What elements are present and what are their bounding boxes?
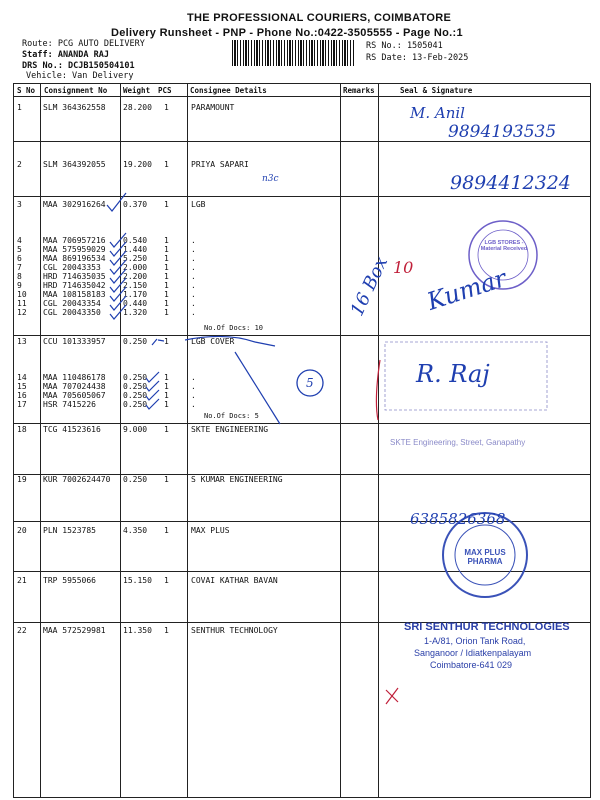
row-consignee: .	[191, 254, 196, 263]
row-sno: 13	[17, 337, 27, 346]
row-consignee: .	[191, 272, 196, 281]
staff-label: Staff: ANANDA RAJ	[22, 50, 109, 60]
signature-rajini: R. Raj	[416, 360, 490, 388]
row-pcs: 1	[164, 626, 169, 635]
row-pcs: 1	[164, 281, 169, 290]
row-consignment-no: CGL 20043353	[43, 263, 101, 272]
row-pcs: 1	[164, 245, 169, 254]
row-weight: 0.250	[123, 475, 148, 484]
rs-date-label: RS Date: 13-Feb-2025	[366, 53, 469, 63]
row-sno: 12	[17, 308, 27, 317]
row-consignee: PRIYA SAPARI	[191, 160, 249, 169]
row-consignment-no: HRD 714635035	[43, 272, 106, 281]
row-weight: 1.320	[123, 308, 148, 317]
row-consignee: S KUMAR ENGINEERING	[191, 475, 283, 484]
phone-row2: 9894412324	[450, 172, 571, 194]
row-sno: 8	[17, 272, 22, 281]
row-sno: 3	[17, 200, 22, 209]
row-weight: 0.250	[123, 382, 148, 391]
col-header-consignee: Consignee Details	[190, 86, 267, 95]
lgb-stamp-text: LGB STORES - Material Received	[480, 240, 528, 252]
row-pcs: 1	[164, 236, 169, 245]
phone-row1: 9894193535	[448, 122, 557, 142]
row-pcs: 1	[164, 308, 169, 317]
red-mark	[376, 360, 380, 420]
row-weight: 0.440	[123, 299, 148, 308]
row-sno: 1	[17, 103, 22, 112]
row-pcs: 1	[164, 299, 169, 308]
row-weight: 5.250	[123, 254, 148, 263]
row-consignment-no: CGL 20043350	[43, 308, 101, 317]
row-consignee: .	[191, 373, 196, 382]
row-consignment-no: MAA 869196534	[43, 254, 106, 263]
row-pcs: 1	[164, 200, 169, 209]
row-weight: 2.200	[123, 272, 148, 281]
col-header-pcs: PCS	[158, 86, 172, 95]
row-consignee: LGB	[191, 200, 206, 209]
rs-no-label: RS No.: 1505041	[366, 41, 443, 51]
row-consignment-no: TCG 41523616	[43, 425, 101, 434]
col-header-remarks: Remarks	[343, 86, 375, 95]
company-title: THE PROFESSIONAL COURIERS, COIMBATORE	[187, 12, 452, 24]
maxplus-stamp-text: MAX PLUS PHARMA	[464, 548, 506, 566]
drs-no-label: DRS No.: DCJB150504101	[22, 61, 135, 71]
row-pcs: 1	[164, 337, 169, 346]
row-pcs: 1	[164, 526, 169, 535]
row-consignment-no: MAA 572529981	[43, 626, 106, 635]
row-sno: 9	[17, 281, 22, 290]
row-consignee: .	[191, 308, 196, 317]
row-sno: 17	[17, 400, 27, 409]
row-consignee: .	[191, 391, 196, 400]
row-pcs: 1	[164, 425, 169, 434]
row-consignment-no: MAA 110486178	[43, 373, 106, 382]
row-weight: 0.250	[123, 373, 148, 382]
senthur-stamp-addr3: Coimbatore-641 029	[430, 660, 513, 670]
row-weight: 9.000	[123, 425, 148, 434]
row-consignment-no: TRP 5955066	[43, 576, 96, 585]
lgb-docs-count: No.Of Docs: 10	[204, 324, 264, 332]
senthur-stamp-addr1: 1-A/81, Orion Tank Road,	[424, 636, 526, 646]
row-sno: 2	[17, 160, 22, 169]
row-weight: 0.370	[123, 200, 148, 209]
row-consignment-no: PLN 1523785	[43, 526, 96, 535]
senthur-stamp-addr2: Sanganoor / Idiatkenpalayam	[414, 648, 532, 658]
row-consignee: .	[191, 245, 196, 254]
row-weight: 1.170	[123, 290, 148, 299]
row-consignment-no: MAA 706957216	[43, 236, 106, 245]
runsheet-title: Delivery Runsheet - PNP - Phone No.:0422-3505555 - Page No.:1	[111, 27, 463, 39]
tick-marks	[107, 193, 280, 424]
row-weight: 4.350	[123, 526, 148, 535]
row-sno: 16	[17, 391, 27, 400]
row-sno: 21	[17, 576, 27, 585]
row-pcs: 1	[164, 272, 169, 281]
row-weight: 0.250	[123, 391, 148, 400]
senthur-stamp-name: SRI SENTHUR TECHNOLOGIES	[404, 621, 570, 633]
row-pcs: 1	[164, 373, 169, 382]
col-header-consignment: Consignment No	[44, 86, 108, 95]
row-sno: 4	[17, 236, 22, 245]
row-consignment-no: MAA 575959029	[43, 245, 106, 254]
row-consignment-no: SLM 364362558	[43, 103, 106, 112]
row-weight: 2.000	[123, 263, 148, 272]
row-sno: 19	[17, 475, 27, 484]
circle-number: 5	[306, 376, 314, 390]
row-consignee: .	[191, 281, 196, 290]
signature-kumar: Kumar	[423, 264, 510, 316]
row-consignment-no: SLM 364392055	[43, 160, 106, 169]
row-sno: 14	[17, 373, 27, 382]
skte-stamp-text: SKTE Engineering, Street, Ganapathy	[390, 438, 526, 447]
row-sno: 15	[17, 382, 27, 391]
row-consignee: .	[191, 299, 196, 308]
col-header-seal: Seal & Signature	[400, 86, 473, 95]
row-consignee: COVAI KATHAR BAVAN	[191, 576, 278, 585]
row-weight: 0.250	[123, 337, 148, 346]
row-consignee: SKTE ENGINEERING	[191, 425, 269, 434]
row-weight: 28.200	[123, 103, 152, 112]
row-consignment-no: KUR 7002624470	[43, 475, 111, 484]
row-pcs: 1	[164, 103, 169, 112]
row-pcs: 1	[164, 391, 169, 400]
row-pcs: 1	[164, 290, 169, 299]
row-sno: 5	[17, 245, 22, 254]
row-consignment-no: MAA 302916264	[43, 200, 106, 209]
box-note: 16 Box	[346, 253, 393, 320]
row-pcs: 1	[164, 263, 169, 272]
row-pcs: 1	[164, 160, 169, 169]
row-consignment-no: MAA 707024438	[43, 382, 106, 391]
col-header-weight: Weight	[123, 86, 151, 95]
row-weight: 2.150	[123, 281, 148, 290]
row-weight: 1.440	[123, 245, 148, 254]
row-weight: 19.200	[123, 160, 152, 169]
row-pcs: 1	[164, 382, 169, 391]
row-consignee: SENTHUR TECHNOLOGY	[191, 626, 278, 635]
red-cross	[386, 688, 398, 704]
row-consignment-no: HSR 7415226	[43, 400, 96, 409]
row-consignee: PARAMOUNT	[191, 103, 235, 112]
vehicle-label: Vehicle: Van Delivery	[26, 71, 134, 81]
row-weight: 0.540	[123, 236, 148, 245]
row-consignee: .	[191, 263, 196, 272]
signature-row1: M. Anil	[410, 104, 465, 122]
row-consignee: LGB COVER	[191, 337, 235, 346]
row-consignment-no: CGL 20043354	[43, 299, 101, 308]
row-pcs: 1	[164, 254, 169, 263]
row-sno: 7	[17, 263, 22, 272]
row-consignment-no: MAA 705605067	[43, 391, 106, 400]
small-mark-row2: n3c	[262, 174, 279, 184]
row-consignment-no: MAA 108158183	[43, 290, 106, 299]
row-consignee: .	[191, 382, 196, 391]
phone-row19: 6385826368	[410, 510, 506, 528]
row-pcs: 1	[164, 400, 169, 409]
row-weight: 11.350	[123, 626, 152, 635]
row-weight: 0.250	[123, 400, 148, 409]
row-pcs: 1	[164, 475, 169, 484]
row-sno: 10	[17, 290, 27, 299]
row-consignee: .	[191, 236, 196, 245]
row-consignee: .	[191, 290, 196, 299]
row-sno: 18	[17, 425, 27, 434]
row-sno: 11	[17, 299, 27, 308]
row-pcs: 1	[164, 576, 169, 585]
lgb-cover-docs-count: No.Of Docs: 5	[204, 412, 259, 420]
row-sno: 6	[17, 254, 22, 263]
row-consignment-no: CCU 101333957	[43, 337, 106, 346]
row-sno: 20	[17, 526, 27, 535]
col-header-sno: S No	[17, 86, 36, 95]
row-consignment-no: HRD 714635042	[43, 281, 106, 290]
row-weight: 15.150	[123, 576, 152, 585]
row-sno: 22	[17, 626, 27, 635]
ten-note: 10	[393, 258, 414, 277]
row-consignee: .	[191, 400, 196, 409]
route-label: Route: PCG AUTO DELIVERY	[22, 39, 145, 49]
row-consignee: MAX PLUS	[191, 526, 230, 535]
